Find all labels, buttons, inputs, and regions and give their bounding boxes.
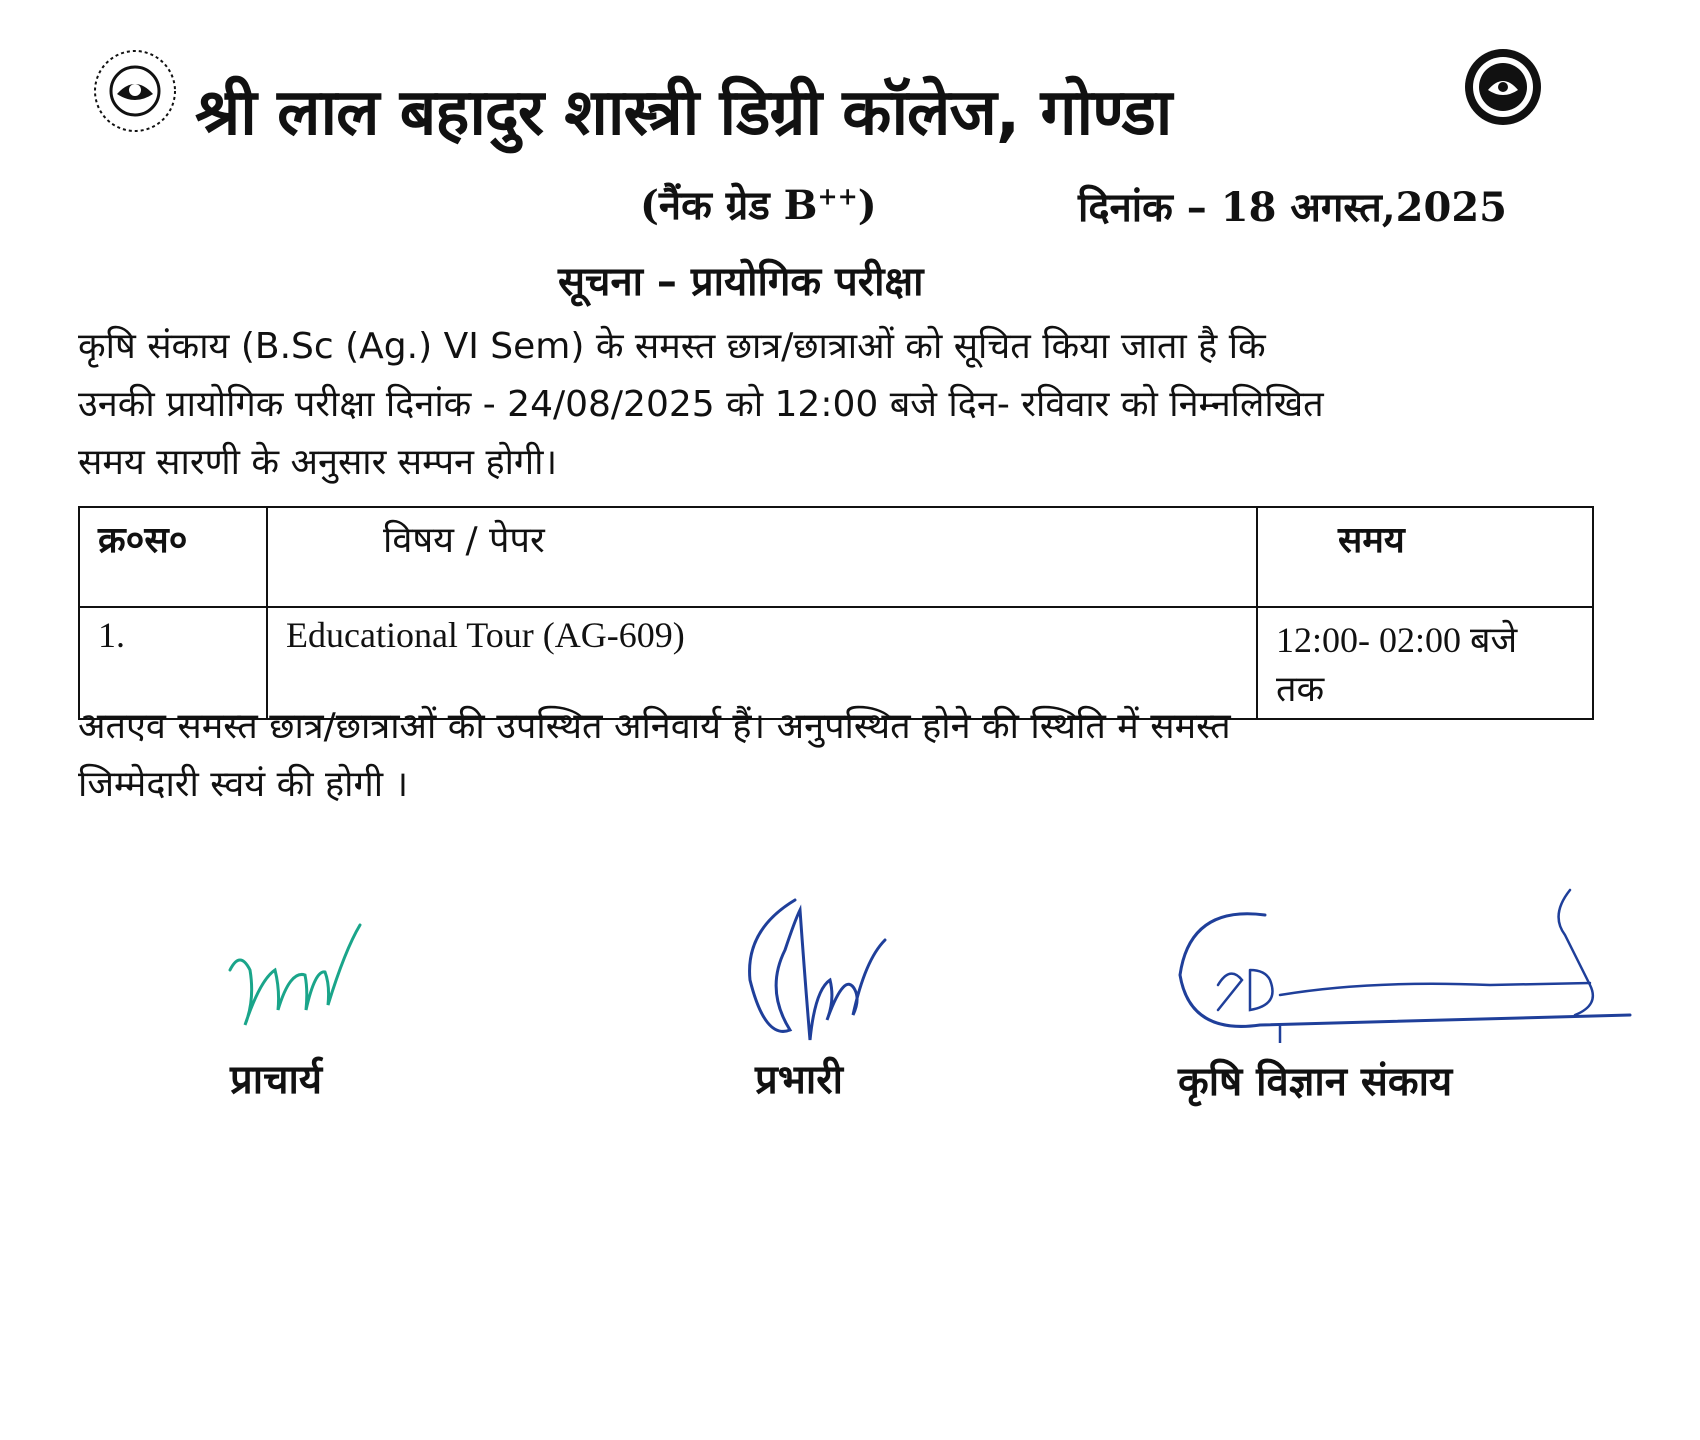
faculty-label: कृषि विज्ञान संकाय (1178, 1059, 1453, 1105)
principal-label: प्राचार्य (230, 1057, 323, 1103)
incharge-label: प्रभारी (755, 1057, 843, 1103)
grade-prefix: (नैंक ग्रेड B (640, 182, 818, 229)
schedule-table (78, 506, 1594, 720)
header-time: समय (1257, 507, 1593, 607)
notice-title: सूचना – प्रायोगिक परीक्षा (558, 259, 924, 305)
grade-superscript: ++ (817, 181, 858, 211)
principal-signature (220, 910, 370, 1044)
grade-suffix: ) (857, 182, 877, 229)
notice-paragraph (78, 318, 1598, 492)
header-subject: विषय / पेपर (267, 507, 1257, 607)
cell-subject: Educational Tour (AG-609) (267, 607, 1257, 719)
college-logo-left (92, 48, 178, 134)
incharge-signature (735, 890, 895, 1064)
closing-paragraph (78, 698, 1598, 814)
header-serial: क्र०स० (79, 507, 267, 607)
cell-serial: 1. (79, 607, 267, 719)
paragraph-line: समय सारणी के अनुसार सम्पन होगी। (78, 442, 558, 483)
faculty-signature (1170, 885, 1640, 1049)
naac-grade (640, 176, 877, 231)
college-name: श्री लाल बहादुर शास्त्री डिग्री कॉलेज, गोण्डा (195, 76, 1172, 150)
cell-time: 12:00- 02:00 बजे तक (1257, 607, 1593, 719)
college-logo-right (1460, 44, 1546, 130)
closing-line: अतएव समस्त छात्र/छात्राओं की उपस्थित अनिवार्य हैं। अनुपस्थित होने की स्थिति में समस्त (78, 706, 1231, 747)
closing-line: जिम्मेदारी स्वयं की होगी । (78, 764, 409, 805)
paragraph-line: कृषि संकाय (B.Sc (Ag.) VI Sem) के समस्त छात्र/छात्राओं को सूचित किया जाता है कि (78, 326, 1266, 367)
paragraph-line: उनकी प्रायोगिक परीक्षा दिनांक - 24/08/2025 को 12:00 बजे दिन- रविवार को निम्नलिखित (78, 384, 1324, 425)
notice-date: दिनांक – 18 अगस्त,2025 (1078, 184, 1508, 231)
table-header-row (79, 507, 1593, 607)
